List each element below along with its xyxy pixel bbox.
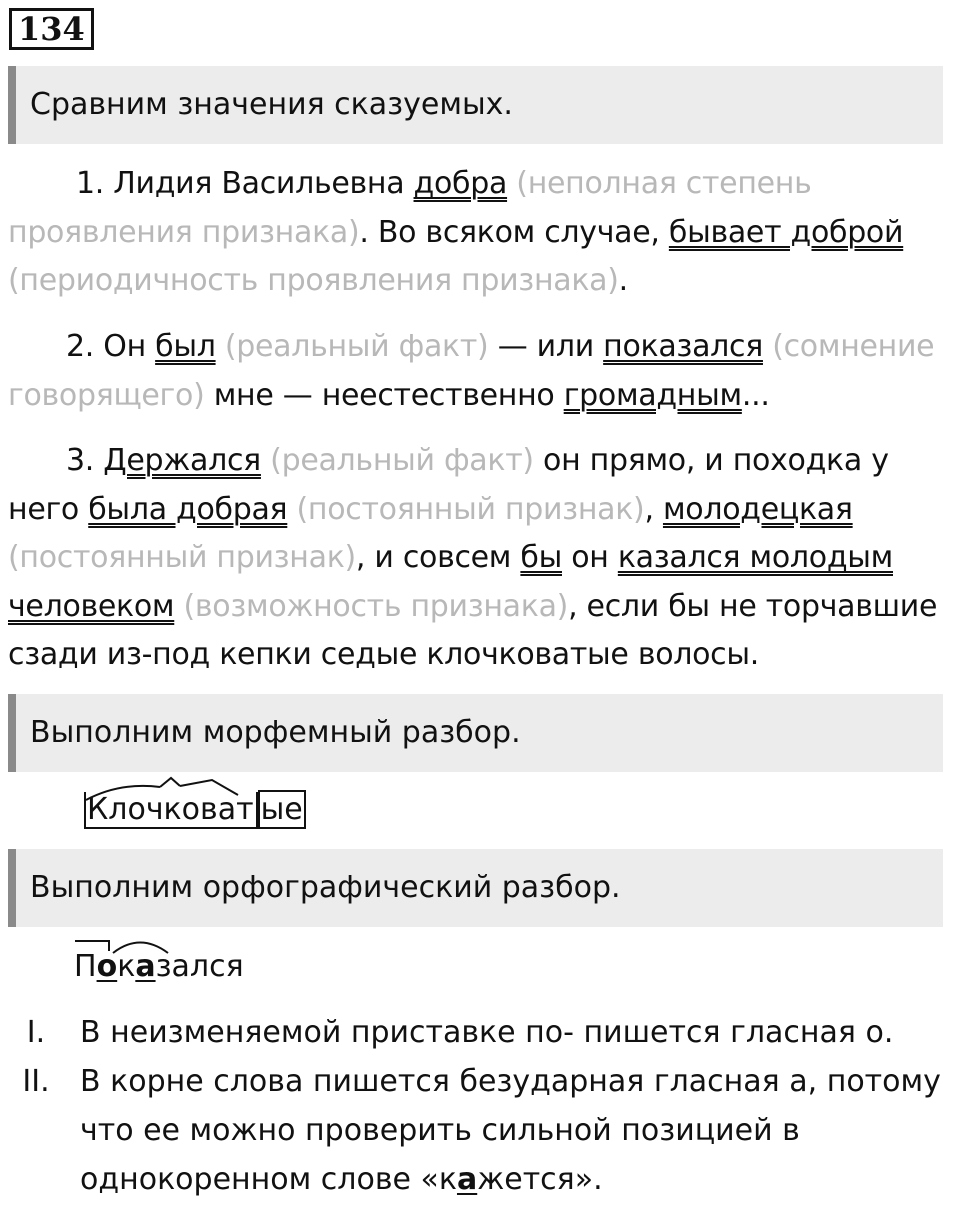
comment: (периодичность проявления признака)	[8, 263, 619, 298]
predicate: бы	[520, 540, 562, 575]
comment: (постоянный признак)	[8, 540, 356, 575]
text: 1. Лидия Васильевна	[76, 166, 414, 201]
section-heading-morpheme: Выполним морфемный разбор.	[8, 694, 943, 772]
paragraph-1	[8, 160, 956, 306]
list-text: В неизменяемой приставке по- пишется гласная о.	[80, 1015, 894, 1050]
predicate: показался	[603, 329, 763, 364]
comment: (реальный факт)	[260, 443, 534, 478]
list-number: I.	[26, 1015, 46, 1050]
text: , если бы не торчавшие сзади из-под кепки седые клочковатые волосы.	[8, 588, 938, 672]
vowel-a: а	[456, 1162, 478, 1197]
text: — или	[488, 329, 604, 364]
section-heading-predicates: Сравним значения сказуемых.	[8, 66, 943, 144]
predicate: была добрая	[88, 491, 288, 527]
vowel-a: а	[135, 949, 156, 984]
comment: (реальный факт)	[215, 329, 489, 364]
paragraph-3	[8, 437, 956, 680]
predicate: Держался	[103, 443, 261, 478]
text: он	[561, 540, 618, 575]
predicate: добра	[413, 166, 508, 201]
list-text	[80, 1057, 950, 1204]
text: . Во всяком случае,	[359, 214, 669, 250]
predicate: был	[155, 329, 216, 364]
predicate: молодецкая	[662, 491, 853, 527]
orthography-word	[74, 945, 244, 989]
vowel-o: о	[96, 949, 118, 984]
text: ...	[741, 377, 770, 413]
text: В корне слова пишется безударная гласная а, потому что ее можно проверить сильной позицией в однокоренном слове «к	[80, 1064, 941, 1197]
morpheme-word	[84, 790, 306, 830]
list-number: II.	[22, 1064, 50, 1099]
text: он прямо, и походка у него	[8, 443, 889, 527]
comment: (возможность признака)	[174, 588, 569, 624]
text: мне — неестественно	[204, 377, 564, 413]
predicate: казался молодым человеком	[8, 540, 893, 624]
section-heading-orthography: Выполним орфографический разбор.	[8, 849, 943, 927]
letters: зался	[155, 949, 244, 984]
word-ending: ые	[258, 790, 306, 829]
letter: П	[74, 949, 97, 984]
comment: (постоянный признак)	[287, 491, 645, 527]
text: .	[618, 263, 628, 298]
word-stem: Клочковат	[84, 792, 258, 829]
text: ,	[644, 491, 663, 527]
suffix-hat-icon	[160, 778, 180, 787]
comment: (сомнение говорящего)	[8, 329, 935, 413]
text: , и совсем	[355, 540, 521, 575]
predicate: бывает доброй	[668, 214, 904, 250]
text: 3.	[66, 443, 104, 478]
task-number: 134	[9, 8, 94, 50]
paragraph-2	[8, 323, 956, 420]
text: 2. Он	[66, 329, 156, 364]
text: жется».	[477, 1162, 603, 1197]
predicate: громадным	[563, 377, 742, 413]
comment: (неполная степень проявления признака)	[8, 166, 812, 250]
letter: к	[117, 949, 136, 984]
